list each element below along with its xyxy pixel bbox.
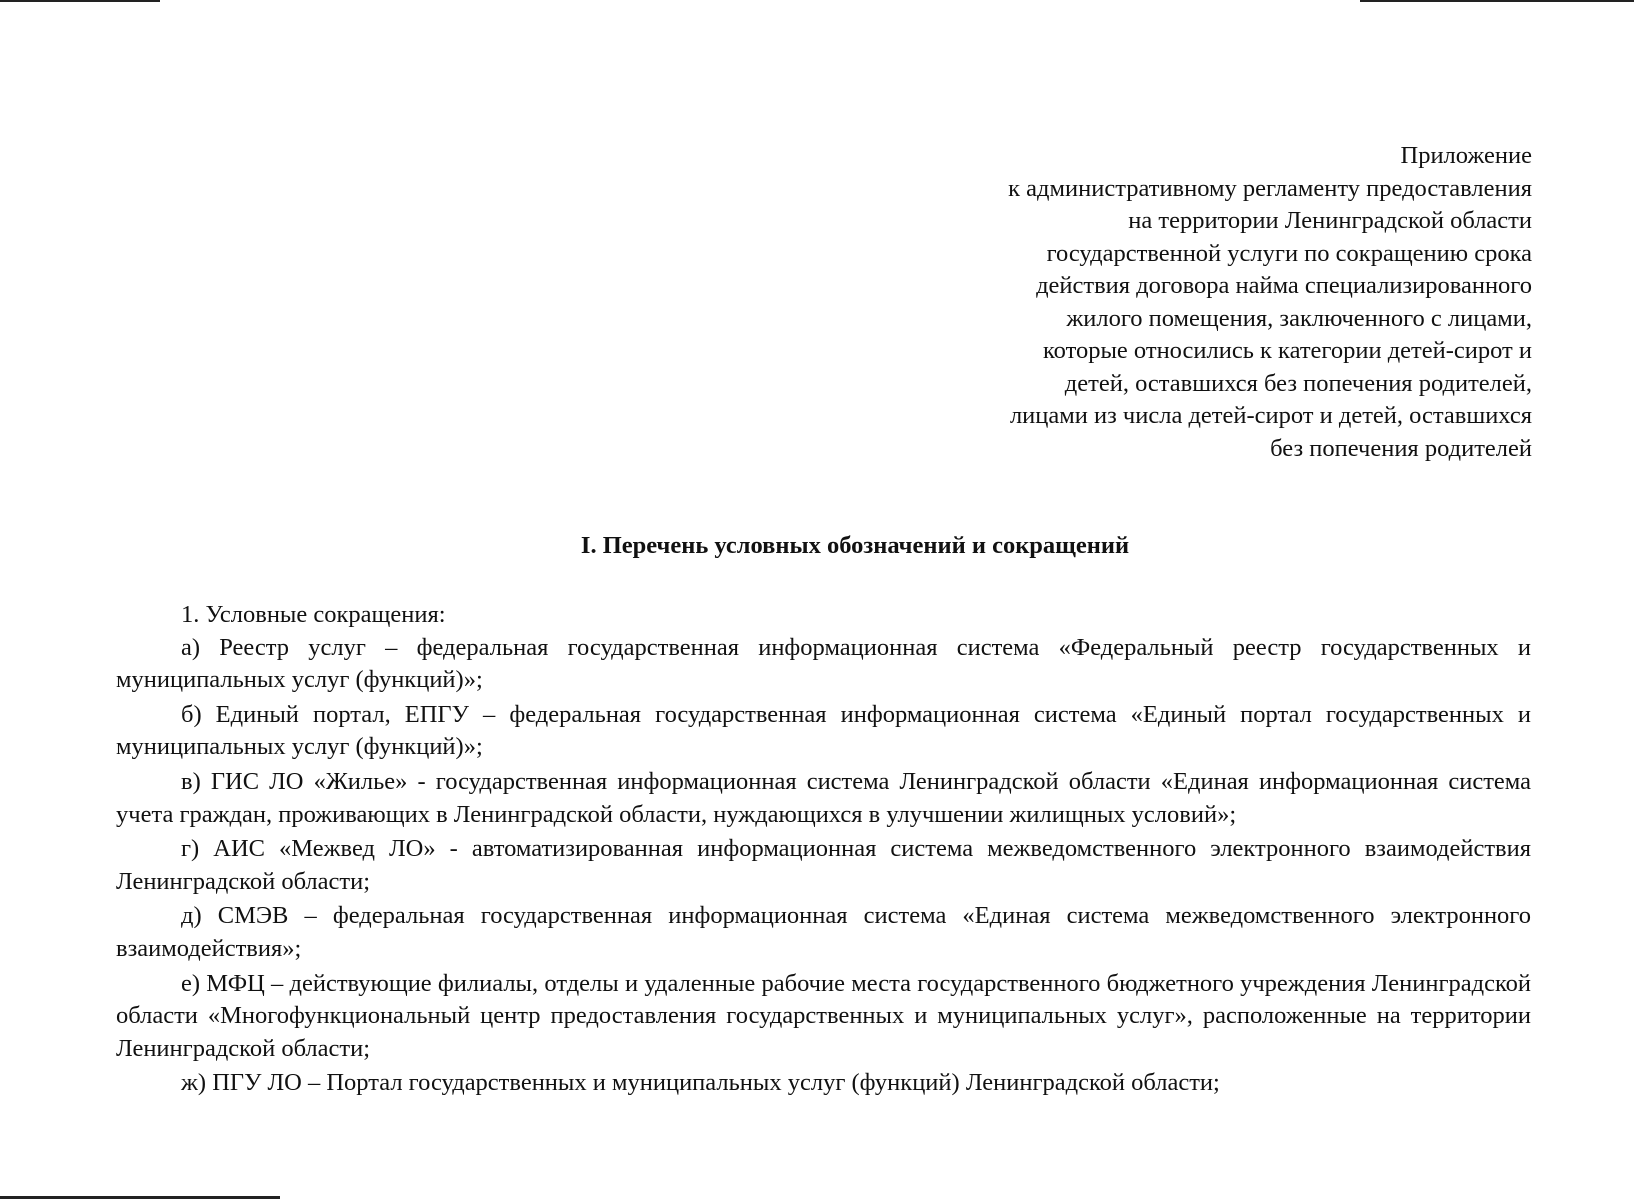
appendix-header-line: которые относились к категории детей-сирот и bbox=[1043, 337, 1532, 364]
abbreviation-item: г) АИС «Межвед ЛО» - автоматизированная информационная система межведомственного электронного взаимодействия Ленинградской области; bbox=[116, 835, 1531, 895]
abbreviation-item: ж) ПГУ ЛО – Портал государственных и муниципальных услуг (функций) Ленинградской области; bbox=[181, 1069, 1220, 1097]
appendix-header bbox=[892, 140, 1532, 465]
section-title: I. Перечень условных обозначений и сокращений bbox=[580, 532, 1130, 559]
abbreviation-item: б) Единый портал, ЕПГУ – федеральная государственная информационная система «Единый портал государственных и муниципальных услуг (функций)»; bbox=[116, 700, 1531, 761]
scan-edge-artifact bbox=[0, 1196, 280, 1199]
abbreviations-intro: 1. Условные сокращения: bbox=[181, 601, 446, 628]
appendix-header-line: на территории Ленинградской области bbox=[1128, 207, 1532, 234]
appendix-header-line: лицами из числа детей-сирот и детей, оставшихся bbox=[1009, 402, 1532, 429]
appendix-header-line: действия договора найма специализированного bbox=[1036, 272, 1532, 299]
appendix-header-line: без попечения родителей bbox=[1270, 434, 1532, 462]
abbreviation-item: д) СМЭВ – федеральная государственная информационная система «Единая система межведомственного электронного взаимодействия»; bbox=[116, 902, 1531, 962]
appendix-header-line: детей, оставшихся без попечения родителей, bbox=[1064, 369, 1532, 397]
scan-edge-artifact bbox=[1360, 0, 1634, 2]
appendix-header-line: Приложение bbox=[1400, 142, 1532, 169]
body-text bbox=[116, 599, 1531, 1100]
appendix-header-line: государственной услуги по сокращению срока bbox=[1046, 239, 1532, 267]
scan-edge-artifact bbox=[0, 0, 160, 2]
appendix-header-line: жилого помещения, заключенного с лицами, bbox=[1066, 304, 1532, 332]
abbreviation-item: е) МФЦ – действующие филиалы, отделы и удаленные рабочие места государственного бюджетного учреждения Ленинградской области «Многофункциональный центр предоставления государственных и муниципальных услуг», расположенные на территории Ленинградской области; bbox=[116, 969, 1531, 1062]
abbreviation-item: в) ГИС ЛО «Жилье» - государственная информационная система Ленинградской области «Единая информационная система учета граждан, проживающих в Ленинградской области, нуждающихся в улучшении жилищных условий»; bbox=[116, 767, 1531, 828]
abbreviation-item: а) Реестр услуг – федеральная государственная информационная система «Федеральный реестр государственных и муниципальных услуг (функций)»; bbox=[116, 633, 1531, 694]
appendix-header-line: к административному регламенту предоставления bbox=[1008, 174, 1532, 202]
